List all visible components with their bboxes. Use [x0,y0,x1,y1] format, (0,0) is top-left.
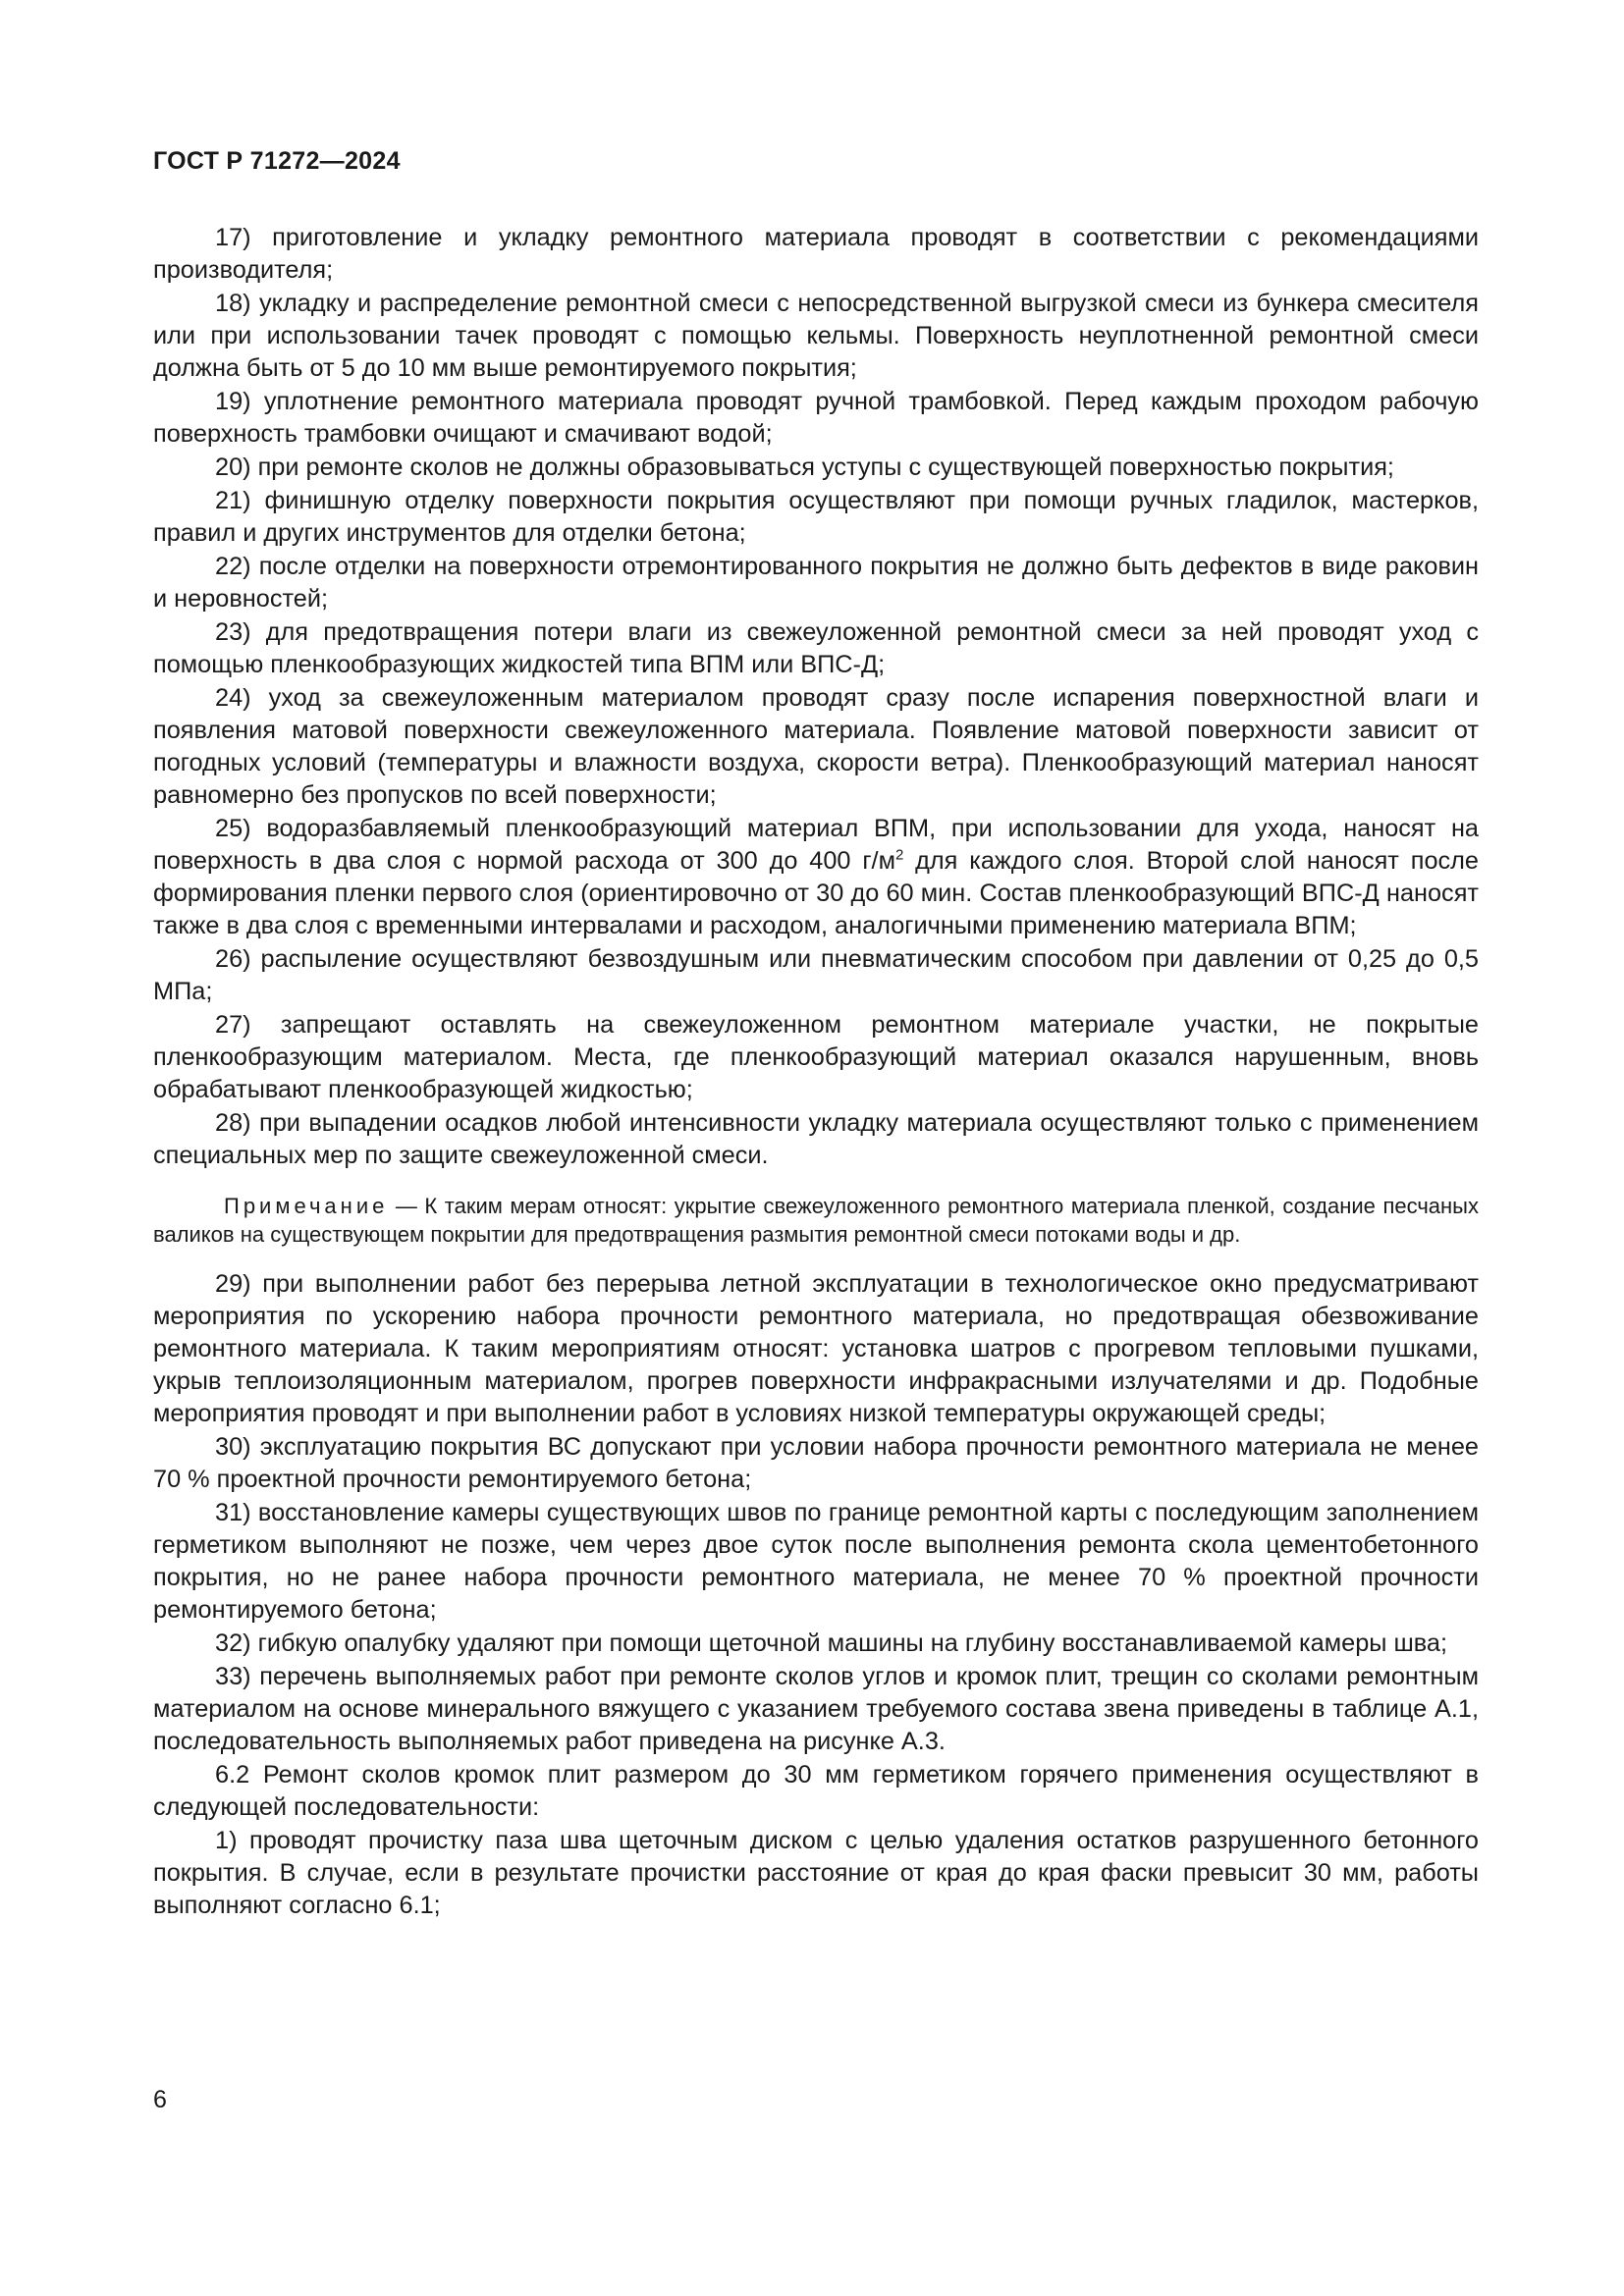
paragraph-item-23: 23) для предотвращения потери влаги из свежеуложенной ремонтной смеси за ней проводят уход с помощью пленкообразующих жидкостей типа ВПМ или ВПС-Д; [153,618,1479,678]
item-25-text-before: 25) водоразбавляемый пленкообразующий материал ВПМ, при использовании для ухода, наносят на поверхность в два слоя с нормой расхода от 300 до 400 г/м [153,815,1479,875]
paragraph-item-19: 19) уплотнение ремонтного материала проводят ручной трамбовкой. Перед каждым проходом рабочую поверхность трамбовки очищают и смачивают водой; [153,388,1479,448]
paragraph-item-30: 30) эксплуатацию покрытия ВС допускают при условии набора прочности ремонтного материала не менее 70 % проектной прочности ремонтируемого бетона; [153,1433,1479,1493]
page-number: 6 [153,2086,167,2113]
paragraph-item-33: 33) перечень выполняемых работ при ремонте сколов углов и кромок плит, трещин со сколами ремонтным материалом на основе минерального вяжущего с указанием требуемого состава звена приведены в таблице А.1, последовательность выполняемых работ приведена на рисунке А.3. [153,1663,1479,1755]
paragraph-item-26: 26) распыление осуществляют безвоздушным или пневматическим способом при давлении от 0,25 до 0,5 МПа; [153,945,1479,1005]
note-text: — К таким мерам относят: укрытие свежеуложенного ремонтного материала пленкой, создание песчаных валиков на существующем покрытии для предотвращения размытия ремонтной смеси потоками воды и др. [153,1194,1479,1247]
paragraph-section-6-2: 6.2 Ремонт сколов кромок плит размером до 30 мм герметиком горячего применения осуществляют в следующей последовательности: [153,1761,1479,1821]
note-label: Примечание [224,1194,389,1218]
superscript-2: 2 [894,846,904,864]
document-body [153,222,1479,1923]
paragraph-item-6-2-1: 1) проводят прочистку паза шва щеточным диском с целью удаления остатков разрушенного бетонного покрытия. В случае, если в результате прочистки расстояние от края до края фаски превысит 30 мм, работы выполняют согласно 6.1; [153,1827,1479,1919]
paragraph-item-27: 27) запрещают оставлять на свежеуложенном ремонтном материале участки, не покрытые пленкообразующим материалом. Места, где пленкообразующий материал оказался нарушенным, вновь обрабатывают пленкообразующей жидкостью; [153,1011,1479,1103]
note-paragraph [153,1192,1479,1249]
paragraph-item-24: 24) уход за свежеуложенным материалом проводят сразу после испарения поверхностной влаги и появления матовой поверхности свежеуложенного материала. Появление матовой поверхности зависит от погодных условий (температуры и влажности воздуха, скорости ветра). Пленкообразующий материал наносят равномерно без пропусков по всей поверхности; [153,684,1479,809]
paragraph-item-18: 18) укладку и распределение ремонтной смеси с непосредственной выгрузкой смеси из бункера смесителя или при использовании тачек проводят с помощью кельмы. Поверхность неуплотненной ремонтной смеси должна быть от 5 до 10 мм выше ремонтируемого покрытия; [153,290,1479,382]
paragraph-item-21: 21) финишную отделку поверхности покрытия осуществляют при помощи ручных гладилок, мастерков, правил и других инструментов для отделки бетона; [153,487,1479,547]
paragraph-item-17: 17) приготовление и укладку ремонтного материала проводят в соответствии с рекомендациями производителя; [153,224,1479,284]
paragraph-item-32: 32) гибкую опалубку удаляют при помощи щеточной машины на глубину восстанавливаемой камеры шва; [215,1629,1448,1657]
paragraph-item-28: 28) при выпадении осадков любой интенсивности укладку материала осуществляют только с применением специальных мер по защите свежеуложенной смеси. [153,1109,1479,1169]
paragraph-item-20: 20) при ремонте сколов не должны образовываться уступы с существующей поверхностью покрытия; [215,454,1394,481]
paragraph-item-29: 29) при выполнении работ без перерыва летной эксплуатации в технологическое окно предусматривают мероприятия по ускорению набора прочности ремонтного материала, но предотвращая обезвоживание ремонтного материала. К таким мероприятиям относят: установка шатров с прогревом тепловыми пушками, укрыв теплоизоляционным материалом, прогрев поверхности инфракрасными излучателями и др. Подобные мероприятия проводят и при выполнении работ в условиях низкой температуры окружающей среды; [153,1270,1479,1427]
paragraph-item-22: 22) после отделки на поверхности отремонтированного покрытия не должно быть дефектов в виде раковин и неровностей; [153,553,1479,613]
document-header: ГОСТ Р 71272—2024 [153,147,401,175]
paragraph-item-25 [153,813,1479,942]
item-25-text-after: для каждого слоя. Второй слой наносят после формирования пленки первого слоя (ориентировочно от 30 до 60 мин. Состав пленкообразующий ВПС-Д наносят также в два слоя с временными интервалами и расходом, аналогичными применению материала ВПМ; [153,847,1479,939]
paragraph-item-31: 31) восстановление камеры существующих швов по границе ремонтной карты с последующим заполнением герметиком выполняют не позже, чем через двое суток после выполнения ремонта скола цементобетонного покрытия, но не ранее набора прочности ремонтного материала, не менее 70 % проектной прочности ремонтируемого бетона; [153,1499,1479,1624]
